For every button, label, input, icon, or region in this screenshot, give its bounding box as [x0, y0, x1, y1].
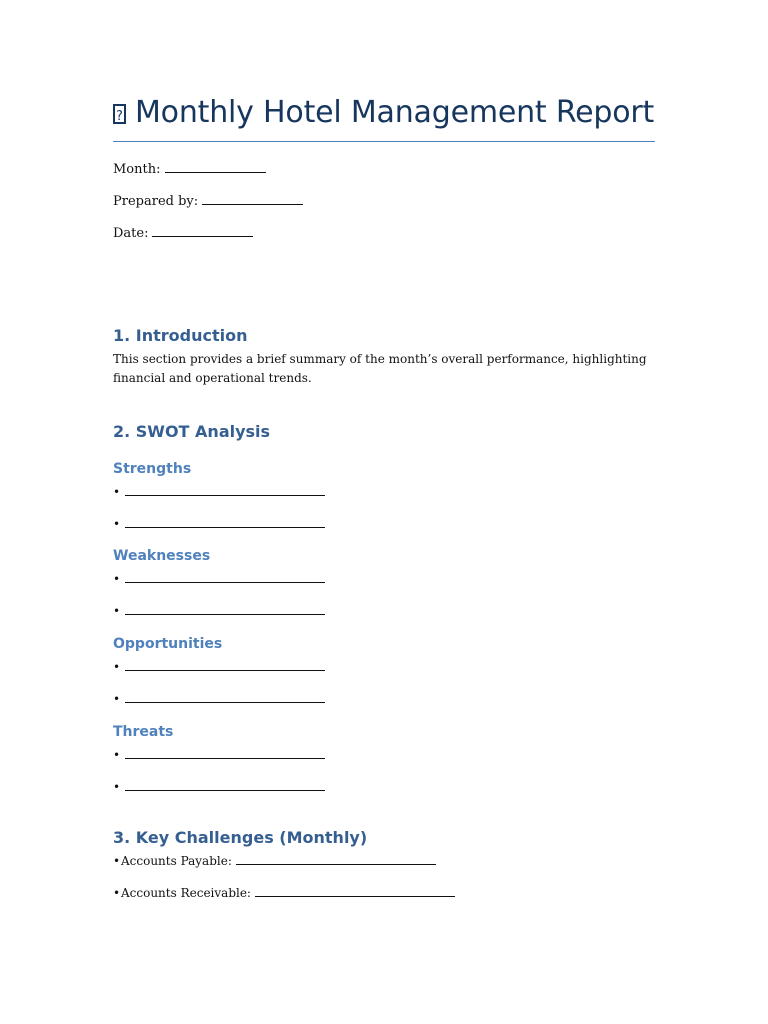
- strengths-heading: Strengths: [113, 461, 192, 477]
- bullet-icon: •: [113, 692, 121, 706]
- weakness-field-2[interactable]: [125, 603, 325, 615]
- key-challenges-heading: 3. Key Challenges (Monthly): [113, 828, 368, 847]
- bullet-icon: •: [113, 780, 121, 794]
- strength-field-2[interactable]: [125, 516, 325, 528]
- threat-field-1[interactable]: [125, 747, 325, 759]
- date-field[interactable]: [152, 225, 253, 237]
- date-field-row: [113, 225, 253, 242]
- month-field-row: [113, 161, 266, 178]
- opportunities-heading: Opportunities: [113, 636, 223, 652]
- bullet-icon: •: [113, 517, 121, 531]
- accounts-receivable-field[interactable]: [255, 885, 455, 897]
- threat-field-2[interactable]: [125, 779, 325, 791]
- prepared-by-field[interactable]: [202, 193, 303, 205]
- bullet-icon: •: [113, 604, 121, 618]
- title-block: [113, 94, 655, 142]
- threat-item-2: [113, 779, 325, 795]
- bullet-icon: •: [113, 748, 121, 762]
- accounts-payable-label: Accounts Payable:: [121, 854, 232, 868]
- introduction-heading: 1. Introduction: [113, 326, 248, 345]
- missing-glyph-box-icon: [113, 104, 126, 124]
- bullet-icon: •: [113, 485, 121, 499]
- prepared-by-field-row: [113, 193, 303, 210]
- strength-item-1: [113, 484, 325, 500]
- weaknesses-heading: Weaknesses: [113, 548, 211, 564]
- accounts-receivable-row: [113, 885, 455, 901]
- strength-item-2: [113, 516, 325, 532]
- bullet-icon: •: [113, 854, 121, 868]
- month-label: Month:: [113, 162, 161, 177]
- prepared-by-label: Prepared by:: [113, 194, 199, 209]
- date-label: Date:: [113, 226, 149, 241]
- bullet-icon: •: [113, 886, 121, 900]
- introduction-text: This section provides a brief summary of the month’s overall performance, highlighting financial and operational trends.: [113, 352, 647, 385]
- weakness-item-1: [113, 571, 325, 587]
- accounts-payable-row: [113, 853, 436, 869]
- bullet-icon: •: [113, 660, 121, 674]
- accounts-payable-field[interactable]: [236, 853, 436, 865]
- bullet-icon: •: [113, 572, 121, 586]
- weakness-item-2: [113, 603, 325, 619]
- opportunity-item-2: [113, 691, 325, 707]
- page-title-text: Monthly Hotel Management Report: [135, 95, 655, 130]
- opportunity-field-2[interactable]: [125, 691, 325, 703]
- threat-item-1: [113, 747, 325, 763]
- opportunity-field-1[interactable]: [125, 659, 325, 671]
- accounts-receivable-label: Accounts Receivable:: [121, 886, 251, 900]
- swot-heading: 2. SWOT Analysis: [113, 422, 271, 441]
- page-title: [113, 94, 655, 132]
- month-field[interactable]: [165, 161, 266, 173]
- weakness-field-1[interactable]: [125, 571, 325, 583]
- strength-field-1[interactable]: [125, 484, 325, 496]
- opportunity-item-1: [113, 659, 325, 675]
- threats-heading: Threats: [113, 724, 174, 740]
